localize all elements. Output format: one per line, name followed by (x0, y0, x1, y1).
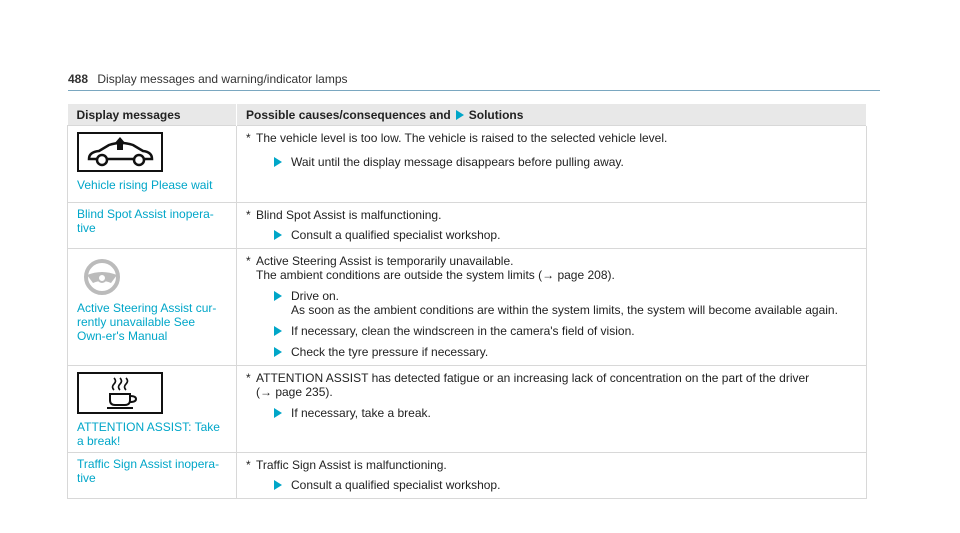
vehicle-raise-icon (77, 132, 163, 172)
cause-cell: * Traffic Sign Assist is malfunctioning. Consult a qualified specialist workshop. (237, 453, 867, 499)
message-text: Traffic Sign Assist inopera-tive (77, 457, 220, 485)
table-row (68, 203, 867, 249)
message-cell (68, 453, 237, 499)
solution-arrow-icon (455, 110, 465, 120)
message-text: ATTENTION ASSIST: Take a break! (77, 420, 220, 448)
cause-text: ATTENTION ASSIST has detected fatigue or an increasing lack of concentration on the part of the driver (256, 371, 810, 385)
solution-arrow-icon (274, 326, 282, 336)
solution-arrow-icon (274, 347, 282, 357)
table-header-row (68, 104, 867, 126)
solution-arrow-icon (274, 408, 282, 418)
message-text: Vehicle rising Please wait (77, 178, 213, 192)
cause-subtext: (→ page 235). (256, 385, 333, 399)
cause-cell: * The vehicle level is too low. The vehicle is raised to the selected vehicle level. Wait until the display message disappears before pulling away. (237, 126, 867, 203)
table-row (68, 126, 867, 203)
solution-text: Drive on. (291, 289, 340, 303)
cause-text: The vehicle level is too low. The vehicle is raised to the selected vehicle level. (256, 131, 668, 145)
solution-arrow-icon (274, 157, 282, 167)
message-cell (68, 366, 237, 453)
message-text: Active Steering Assist cur-rently unavailable See Own-er's Manual (77, 301, 217, 343)
message-text: Blind Spot Assist inopera-tive (77, 207, 214, 235)
coffee-cup-icon (77, 372, 163, 414)
solution-text: Wait until the display message disappears before pulling away. (291, 155, 624, 169)
cause-cell: * ATTENTION ASSIST has detected fatigue or an increasing lack of concentration on the part of the driver (→ page 235). If necessary, take a break. (237, 366, 867, 453)
message-cell (68, 126, 237, 203)
cause-text: Traffic Sign Assist is malfunctioning. (256, 458, 447, 472)
solution-arrow-icon (274, 480, 282, 490)
message-cell (68, 203, 237, 249)
solution-text: Check the tyre pressure if necessary. (291, 345, 489, 359)
solution-text: If necessary, clean the windscreen in the camera's field of vision. (291, 324, 635, 338)
solution-text: Consult a qualified specialist workshop. (291, 478, 501, 492)
steering-wheel-icon (77, 255, 127, 295)
solution-arrow-icon (274, 230, 282, 240)
col-header-display-messages: Display messages (68, 104, 237, 126)
cause-cell: * Blind Spot Assist is malfunctioning. Consult a qualified specialist workshop. (237, 203, 867, 249)
cause-text: Active Steering Assist is temporarily unavailable. (256, 254, 514, 268)
solution-arrow-icon (274, 291, 282, 301)
cause-text: Blind Spot Assist is malfunctioning. (256, 208, 442, 222)
table-row (68, 453, 867, 499)
cause-cell: * Active Steering Assist is temporarily unavailable. The ambient conditions are outside the system limits (→ page 208). Drive on. As soon as the ambient conditions are within the system limits, the system will become available again. If necessary, clean the windscreen in the camera's field of vision. Check the tyre pressure if necessary. (237, 249, 867, 366)
message-cell (68, 249, 237, 366)
page-header (68, 72, 880, 91)
table-row (68, 249, 867, 366)
solution-text: Consult a qualified specialist workshop. (291, 228, 501, 242)
page-header-title: Display messages and warning/indicator lamps (97, 72, 348, 86)
solution-text: If necessary, take a break. (291, 406, 431, 420)
solution-extra-text: As soon as the ambient conditions are within the system limits, the system will become available again. (291, 303, 838, 317)
cause-subtext: The ambient conditions are outside the system limits (→ page 208). (256, 268, 615, 282)
table-row (68, 366, 867, 453)
display-messages-table (67, 104, 867, 499)
page-number: 488 (68, 72, 89, 86)
col-header-causes-solutions: Possible causes/consequences and Solutions (237, 104, 867, 126)
